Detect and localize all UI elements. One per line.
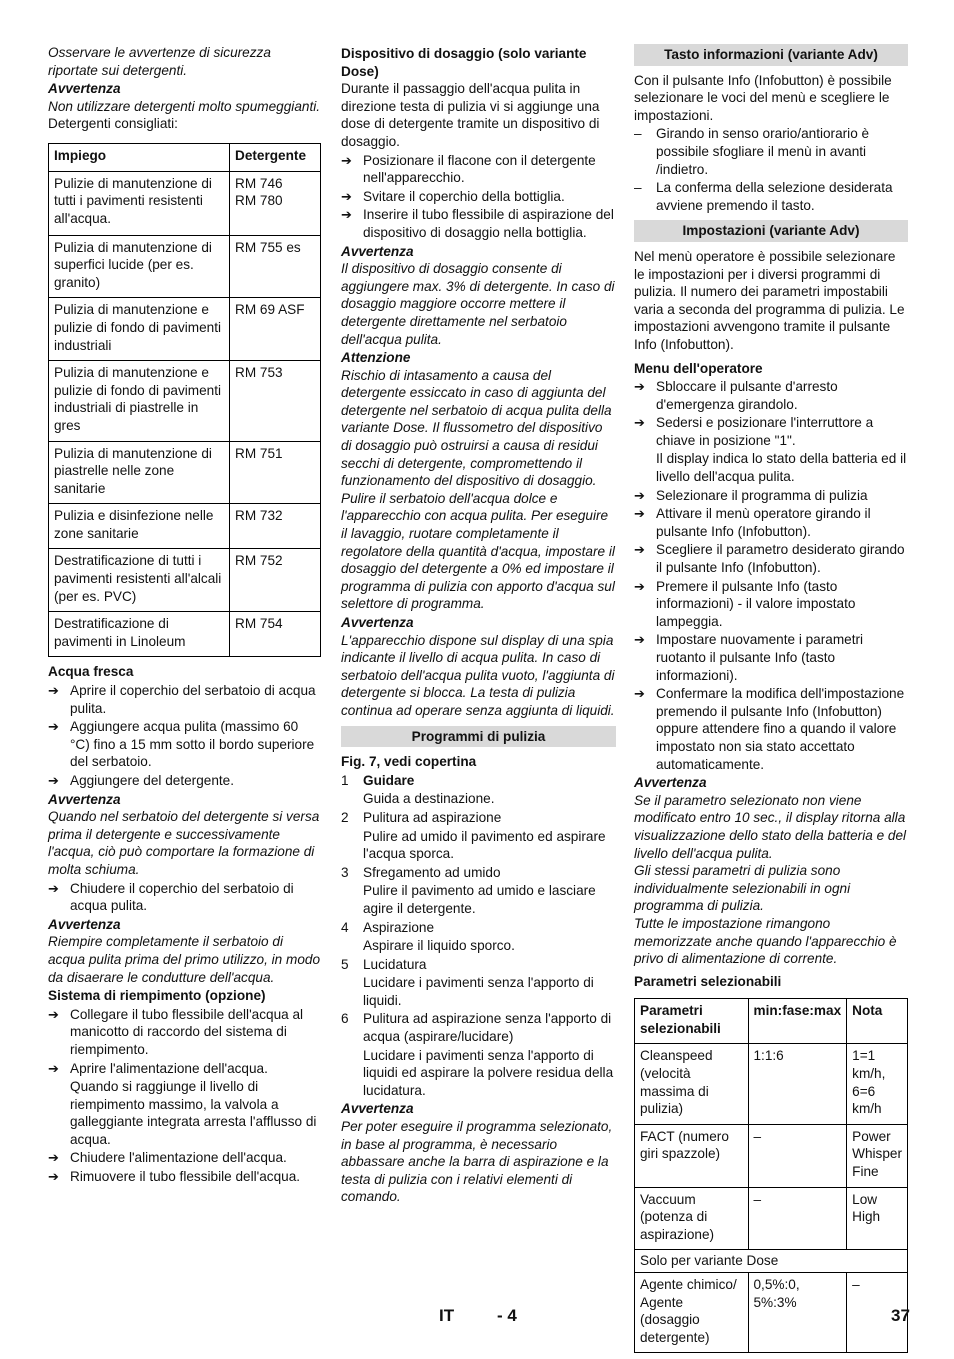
table-cell: RM 732: [230, 504, 321, 549]
language-code: IT: [439, 1306, 455, 1325]
step-item: ➔ Premere il pulsante Info (tasto informazioni) - il valore impostato lampeggia.: [634, 578, 908, 631]
column-left: [48, 44, 321, 1186]
table-row: [49, 361, 321, 441]
step-item: ➔ Svitare il coperchio della bottiglia.: [341, 188, 616, 206]
table-row: [49, 549, 321, 612]
column-middle: [341, 44, 616, 1206]
table-cell: RM 752: [230, 549, 321, 612]
step-item: ➔ Confermare la modifica dell'impostazione premendo il pulsante Info (Infobutton) oppure attendere fino a quando il valore impostato non sia stato accettato automaticamente.: [634, 685, 908, 773]
table-row: [635, 1124, 908, 1187]
section-page-number: - 4: [497, 1306, 517, 1325]
warning-text: Quando nel serbatoio del detergente si versa prima il detergente e successivamente l'acqua, ciò può comportare la formazione di molta schiuma.: [48, 809, 320, 877]
program-name: Guidare: [363, 772, 415, 788]
table-row: [635, 1044, 908, 1124]
warning-title: Avvertenza: [341, 615, 414, 630]
step-item: ➔ Aggiungere del detergente.: [48, 772, 321, 790]
table-cell: 1:1:6: [748, 1044, 847, 1124]
warning-title: Avvertenza: [48, 916, 121, 932]
table-cell: RM 751: [230, 441, 321, 504]
table-row: [49, 235, 321, 298]
step-note: Il display indica lo stato della batteria ed il livello dell'acqua pulita.: [656, 451, 907, 485]
table-cell: Pulizia di manutenzione di superfici lucide (per es. granito): [49, 235, 230, 298]
table-cell: Pulizia di manutenzione e pulizie di fondo di pavimenti industriali di piastrelle in gres: [49, 361, 230, 441]
step-item: ➔ Aprire l'alimentazione dell'acqua.: [48, 1060, 321, 1078]
table-cell: –: [847, 1273, 908, 1353]
table-cell: Agente chimico/ Agente (dosaggio detergente): [635, 1273, 749, 1353]
table-row: [49, 504, 321, 549]
warning-text: Gli stessi parametri di pulizia sono individualmente selezionabili in ogni programma di pulizia.: [634, 863, 851, 914]
step-item: ➔ Inserire il tubo flessibile di aspirazione del dispositivo di dosaggio nella bottiglia.: [341, 206, 616, 241]
program-number: 2: [341, 809, 349, 825]
table-header: Parametri selezionabili: [635, 999, 749, 1044]
detergent-table: [48, 143, 321, 657]
step-item: ➔ Scegliere il parametro desiderato girando il pulsante Info (Infobutton).: [634, 541, 908, 576]
caution-text: Rischio di intasamento a causa del detergente essiccato in caso di aggiunta del detergente nel serbatoio di acqua pulita della variante Dose. Il flussometro del dispositivo di dosaggio può ostruirsi a causa di residui secchi di detergente, compromettendo il funzionamento del dispositivo di dosaggio. Pulire il serbatoio dell'acqua dolce e l'apparecchio con acqua pulita. Per eseguire il lavaggio, ruotare completamente il regolatore della quantità d'acqua, impostare il dosaggio del detergente a 0% ed impostare il programma di pulizia con apporto d'acqua sul selettore di programma.: [341, 367, 615, 612]
step-item: ➔ Selezionare il programma di pulizia: [634, 487, 908, 505]
warning-text: Riempire completamente il serbatoio di acqua pulita prima del primo utilizzo, in modo da disaerare le condutture dell'acqua.: [48, 934, 321, 985]
section-title: Acqua fresca: [48, 664, 134, 680]
program-name: Pulitura ad aspirazione: [363, 809, 502, 825]
table-row: [49, 171, 321, 235]
program-description: Lucidare i pavimenti senza l'apporto di liquidi ed aspirare la polvere residua della lucidatura.: [363, 1047, 614, 1098]
step-item: ➔ Chiudere l'alimentazione dell'acqua.: [48, 1149, 321, 1167]
program-number: 5: [341, 956, 349, 972]
recommended-detergents-label: Detergenti consigliati:: [48, 116, 178, 132]
step-item: ➔ Rimuovere il tubo flessibile dell'acqua.: [48, 1168, 321, 1186]
table-row: [635, 1273, 908, 1353]
section-title: Menu dell'operatore: [634, 360, 763, 376]
table-row: [635, 1187, 908, 1250]
section-banner: Tasto informazioni (variante Adv): [634, 44, 908, 66]
step-item: ➔ Aprire il coperchio del serbatoio di acqua pulita.: [48, 682, 321, 717]
section-banner: Impostazioni (variante Adv): [634, 220, 908, 242]
program-item: [341, 772, 616, 790]
program-item: [341, 1010, 616, 1045]
table-cell: Vaccuum (potenza di aspirazione): [635, 1187, 749, 1250]
program-description: Aspirare il liquido sporco.: [363, 938, 515, 954]
safety-note: Osservare le avvertenze di sicurezza riportate sui detergenti.: [48, 45, 271, 78]
table-cell: Power Whisper Fine: [847, 1124, 908, 1187]
warning-text: Se il parametro selezionato non viene modificato entro 10 sec., il display ritorna alla visualizzazione dello stato della batteria e del livello dell'acqua pulita.: [634, 792, 907, 861]
step-item: ➔ Collegare il tubo flessibile dell'acqua al manicotto di raccordo del sistema di riempimento.: [48, 1006, 321, 1059]
program-description: Pulire ad umido il pavimento ed aspirare l'acqua sporca.: [363, 828, 606, 862]
warning-text: L'apparecchio dispone sul display di una spia indicante il livello di acqua pulita. In caso di serbatoio dell'acqua pulita vuoto, l'aggiunta di detergente si blocca. La testa di pulizia continua ad operare senza aggiunta di liquidi.: [341, 632, 615, 718]
table-cell: FACT (numero giri spazzole): [635, 1124, 749, 1187]
table-cell: Destratificazione di tutti i pavimenti resistenti all'alcali (per es. PVC): [49, 549, 230, 612]
program-description: Lucidare i pavimenti senza l'apporto di liquidi.: [363, 975, 594, 1008]
step-item: ➔ Posizionare il flacone con il detergente nell'apparecchio.: [341, 152, 616, 187]
body-text: Con il pulsante Info (Infobutton) è possibile selezionare le voci del menù e scegliere le impostazioni.: [634, 72, 892, 123]
step-item: ➔ Attivare il menù operatore girando il pulsante Info (Infobutton).: [634, 505, 908, 540]
program-description: Guida a destinazione.: [363, 791, 495, 807]
program-number: 1: [341, 772, 349, 788]
warning-title: Avvertenza: [634, 775, 707, 791]
dash-item: – Girando in senso orario/antiorario è possibile sfogliare il menù in avanti /indietro.: [634, 125, 908, 178]
program-item: [341, 864, 616, 882]
program-name: Pulitura ad aspirazione senza l'apporto di acqua (aspirare/lucidare): [363, 1011, 612, 1045]
step-note: Quando si raggiunge il livello di riempimento massimo, la valvola a galleggiante integrata arresta l'afflusso di acqua.: [70, 1079, 317, 1147]
table-cell: 1=1 km/h, 6=6 km/h: [847, 1044, 908, 1124]
table-cell: Cleanspeed (velocità massima di pulizia): [635, 1044, 749, 1124]
parameters-table: [634, 998, 908, 1353]
table-cell: RM 746 RM 780: [230, 171, 321, 235]
section-title: Sistema di riempimento (opzione): [48, 988, 266, 1004]
table-header-row: [635, 999, 908, 1044]
table-cell: 0,5%:0, 5%:3%: [748, 1273, 847, 1353]
program-name: Lucidatura: [363, 956, 427, 972]
step-item: ➔ Chiudere il coperchio del serbatoio di acqua pulita.: [48, 880, 321, 915]
table-row: [635, 1250, 908, 1273]
section-banner: Programmi di pulizia: [341, 726, 616, 748]
body-text: Durante il passaggio dell'acqua pulita in direzione testa di pulizia vi si aggiunge una dose di detergente tramite un dispositivo di dosaggio.: [341, 81, 600, 149]
warning-title: Avvertenza: [341, 243, 414, 259]
program-name: Sfregamento ad umido: [363, 864, 501, 880]
caution-title: Attenzione: [341, 350, 411, 366]
table-cell: Pulizie di manutenzione di tutti i pavimenti resistenti all'acqua.: [49, 171, 230, 235]
warning-text: Tutte le impostazione rimangono memorizzate anche quando l'apparecchio è privo di alimentazione di corrente.: [634, 915, 897, 967]
program-number: 6: [341, 1011, 349, 1027]
table-cell-span: Solo per variante Dose: [635, 1250, 908, 1273]
warning-title: Avvertenza: [341, 1101, 414, 1117]
table-cell: –: [748, 1124, 847, 1187]
table-cell: RM 755 es: [230, 235, 321, 298]
table-header: Nota: [847, 999, 908, 1044]
table-row: [49, 441, 321, 504]
table-cell: Pulizia e disinfezione nelle zone sanitarie: [49, 504, 230, 549]
table-header-row: [49, 143, 321, 171]
table-cell: Destratificazione di pavimenti in Linoleum: [49, 612, 230, 657]
table-cell: RM 69 ASF: [230, 298, 321, 361]
program-item: [341, 809, 616, 827]
step-item: ➔ Aggiungere acqua pulita (massimo 60 °C) fino a 15 mm sotto il bordo superiore del serbatoio.: [48, 718, 321, 771]
step-item: ➔ Impostare nuovamente i parametri ruotanto il pulsante Info (tasto informazioni).: [634, 631, 908, 684]
warning-text: Per poter eseguire il programma selezionato, in base al programma, è necessario abbassare anche la barra di aspirazione e la testa di pulizia con i relativi elementi di comando.: [341, 1119, 613, 1205]
step-item: ➔ Sbloccare il pulsante d'arresto d'emergenza girandolo.: [634, 378, 908, 413]
warning-text: Non utilizzare detergenti molto spumeggianti.: [48, 98, 321, 114]
table-row: [49, 612, 321, 657]
table-header: Impiego: [49, 143, 230, 171]
program-item: [341, 919, 616, 937]
program-description: Pulire il pavimento ad umido e lasciare agire il detergente.: [363, 883, 596, 916]
table-cell: –: [748, 1187, 847, 1250]
table-cell: Low High: [847, 1187, 908, 1250]
figure-reference: Fig. 7, vedi copertina: [341, 754, 477, 770]
warning-text: Il dispositivo di dosaggio consente di aggiungere max. 3% di detergente. In caso di dosaggio maggiore occorre mettere il detergente direttamente nel serbatoio dell'acqua pulita.: [341, 261, 615, 347]
warning-title: Avvertenza: [48, 81, 121, 97]
table-header: Detergente: [230, 143, 321, 171]
program-number: 4: [341, 919, 349, 935]
table-cell: Pulizia di manutenzione e pulizie di fondo di pavimenti industriali: [49, 298, 230, 361]
section-title: Dispositivo di dosaggio (solo variante Dose): [341, 46, 587, 79]
warning-title: Avvertenza: [48, 791, 121, 807]
table-cell: RM 753: [230, 361, 321, 441]
dash-item: – La conferma della selezione desiderata avviene premendo il tasto.: [634, 179, 908, 214]
program-number: 3: [341, 864, 349, 880]
table-cell: Pulizia di manutenzione di piastrelle nelle zone sanitarie: [49, 441, 230, 504]
section-title: Parametri selezionabili: [634, 973, 782, 989]
body-text: Nel menù operatore è possibile selezionare le impostazioni per i diversi programmi di pulizia. Il numero dei parametri impostabili varia a seconda del programma di pulizia. Le impostazioni avvengono tramite il pulsante Info (Infobutton).: [634, 248, 905, 352]
program-item: [341, 956, 616, 974]
table-row: [49, 298, 321, 361]
step-item: ➔ Sedersi e posizionare l'interruttore a chiave in posizione "1".: [634, 414, 908, 449]
page-number: 37: [891, 1306, 910, 1325]
program-name: Aspirazione: [363, 919, 435, 935]
column-right: [634, 44, 908, 1359]
table-header: min:fase:max: [748, 999, 847, 1044]
table-cell: RM 754: [230, 612, 321, 657]
